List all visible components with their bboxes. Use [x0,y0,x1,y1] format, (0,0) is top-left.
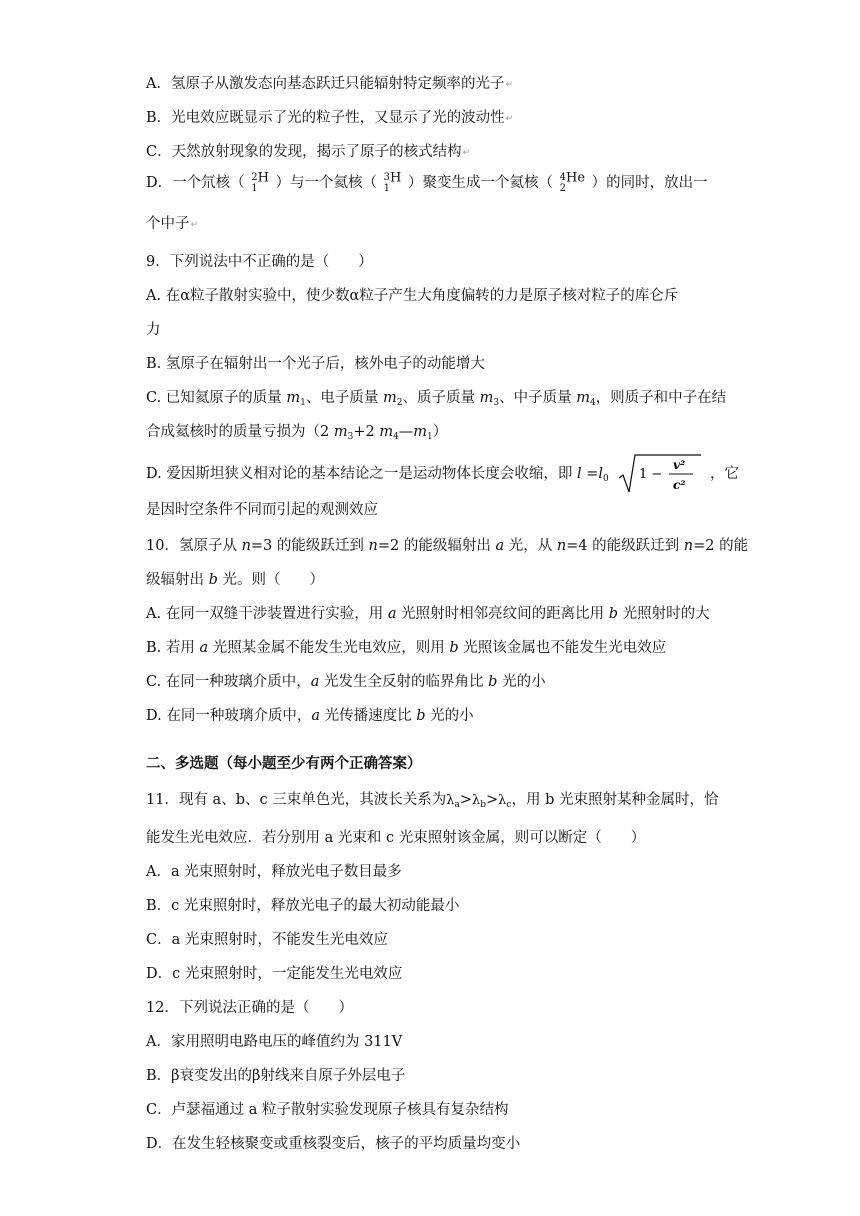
q9-option-d-cont: 是因时空条件不同而引起的观测效应 [146,502,378,518]
q9-option-b: B. 氢原子在辐射出一个光子后，核外电子的动能增大 [146,356,485,372]
q10-option-d: D. 在同一种玻璃介质中，a 光传播速度比 b 光的小 [146,708,474,724]
q9-option-a: A. 在α粒子散射实验中，使少数α粒子产生大角度偏转的力是原子核对粒子的库仑斥 [146,288,679,304]
q12-option-c: C．卢瑟福通过 a 粒子散射实验发现原子核具有复杂结构 [146,1102,509,1118]
q11-stem: 11．现有 a、b、c 三束单色光，其波长关系为$\lambda_a>\lambda_b>\lambda_c$，用 b 光束照射某种金属时，恰 [146,792,719,810]
q11-option-c: C．a 光束照射时，不能发生光电效应 [146,932,388,948]
q10-stem-cont: 级辐射出 b 光。则（ ） [146,572,325,588]
isotope-h3: 3 1 H [383,170,402,194]
q10-option-c: C. 在同一种玻璃介质中，a 光发生全反射的临界角比 b 光的小 [146,674,546,690]
q11-option-a: A．a 光束照射时，释放光电子数目最多 [146,864,402,880]
q9-stem: 9．下列说法中不正确的是（ ） [146,254,373,270]
q10-stem: 10．氢原子从 n=3 的能级跃迁到 n=2 的能级辐射出 a 光，从 n=4 的能级跃迁到 n=2 的能 [146,538,749,554]
q9-option-c-cont: 合成氦核时的质量亏损为（2 $m_3+2$ $m_4—m_1$） [146,424,448,442]
return-mark-icon: ↵ [505,80,514,90]
q12-option-d: D．在发生轻核聚变或重核裂变后，核子的平均质量均变小 [146,1136,521,1152]
q12-stem: 12．下列说法正确的是（ ） [146,1000,353,1016]
q10-option-b: B. 若用 a 光照某金属不能发生光电效应，则用 b 光照该金属也不能发生光电效应 [146,640,667,656]
formula-denominator: c² [673,478,686,492]
q9-option-d: D. 爱因斯坦狭义相对论的基本结论之一是运动物体长度会收缩，即 $l =l_0$ 1 − v² c² ，它 [146,452,739,496]
formula-one-minus: 1 − [639,467,663,482]
q8-option-b: B．光电效应既显示了光的粒子性，又显示了光的波动性↵ [146,110,514,126]
q11-stem-cont: 能发生光电效应．若分别用 a 光束和 c 光束照射该金属，则可以断定（ ） [146,830,646,846]
return-mark-icon: ↵ [462,148,471,158]
section-title: 二、多选题（每小题至少有两个正确答案） [146,756,422,772]
isotope-he4: 4 2 He [559,170,586,194]
q8-option-c: C．天然放射现象的发现，揭示了原子的核式结构↵ [146,144,471,160]
return-mark-icon: ↵ [190,220,199,230]
q8-option-d-cont: 个中子↵ [146,216,199,232]
q10-option-a: A. 在同一双缝干涉装置进行实验，用 a 光照射时相邻亮纹间的距离比用 b 光照射时的大 [146,606,710,622]
q8-option-a: A．氢原子从激发态向基态跃迁只能辐射特定频率的光子↵ [146,76,514,92]
q11-option-d: D．c 光束照射时，一定能发生光电效应 [146,966,403,982]
q8-option-d: D．一个氘核（ 2 1 H ）与一个氦核（ 3 1 H ）聚变生成一个氦核（ 4 2 He ）的同时，放出一 [146,170,708,194]
q9-option-c: C. 已知氦原子的质量 $m_1$、电子质量 $m_2$、质子质量 $m_3$、中子质量 $m_4$，则质子和中子在结 [146,390,727,408]
formula-numerator: v² [673,458,686,472]
sqrt-sign-icon [617,452,701,496]
q9-option-a-cont: 力 [146,322,161,338]
q12-option-a: A．家用照明电路电压的峰值约为 311V [146,1034,403,1050]
isotope-h2: 2 1 H [251,170,269,194]
return-mark-icon: ↵ [505,114,514,124]
length-contraction-formula [617,452,701,496]
q11-option-b: B．c 光束照射时，释放光电子的最大初动能最小 [146,898,460,914]
q12-option-b: B．β衰变发出的β射线来自原子外层电子 [146,1068,406,1084]
